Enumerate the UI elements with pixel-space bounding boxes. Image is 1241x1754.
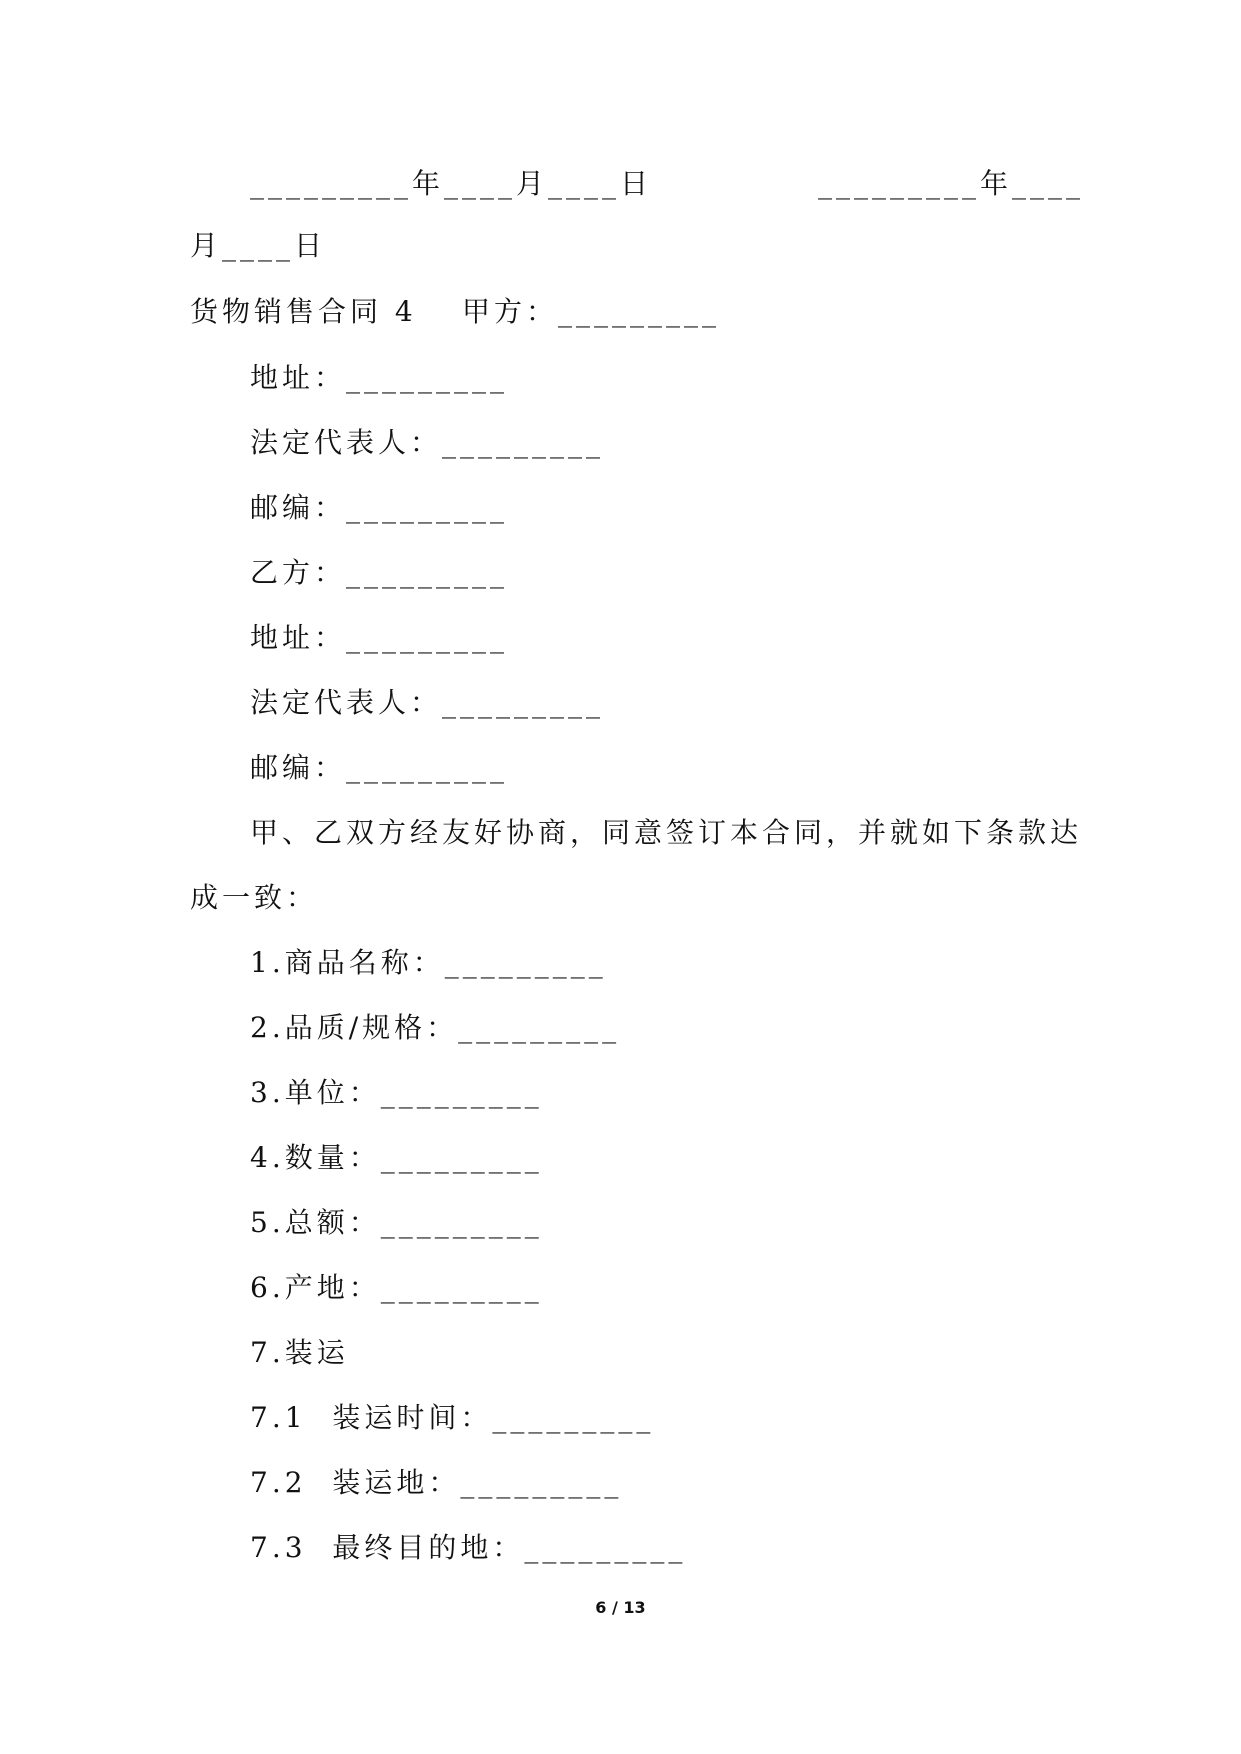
page-number: 6 / 13 xyxy=(595,1598,646,1617)
clause-item: 2.品质/规格：_________ xyxy=(250,1011,621,1044)
party-a-legal-rep: 法定代表人：_________ xyxy=(250,426,605,459)
party-a-address: 地址：_________ xyxy=(250,361,509,394)
clause-item: 7.装运 xyxy=(250,1336,349,1369)
date-line-right: _________年____ xyxy=(818,167,1085,200)
clause-item: 7.1 装运时间：_________ xyxy=(250,1401,655,1434)
date-line-left: _________年____月____日 xyxy=(250,167,653,200)
party-a-postcode: 邮编：_________ xyxy=(250,491,509,524)
clause-item: 1.商品名称：_________ xyxy=(250,946,607,979)
contract-title: 货物销售合同 4 xyxy=(190,295,417,328)
date-line-continuation: 月____日 xyxy=(190,229,327,262)
clause-item: 7.3 最终目的地：_________ xyxy=(250,1531,687,1564)
clause-item: 7.2 装运地：_________ xyxy=(250,1466,623,1499)
clause-item: 6.产地：_________ xyxy=(250,1271,543,1304)
party-b-postcode: 邮编：_________ xyxy=(250,751,509,784)
intro-line-2: 成一致： xyxy=(190,881,319,914)
clause-item: 4.数量：_________ xyxy=(250,1141,543,1174)
party-b-label: 乙方：_________ xyxy=(250,556,509,589)
party-b-legal-rep: 法定代表人：_________ xyxy=(250,686,605,719)
party-b-address: 地址：_________ xyxy=(250,621,509,654)
intro-line-1: 甲、乙双方经友好协商，同意签订本合同，并就如下条款达 xyxy=(250,816,1083,849)
clause-item: 5.总额：_________ xyxy=(250,1206,543,1239)
clause-item: 3.单位：_________ xyxy=(250,1076,543,1109)
party-a-label: 甲方：_________ xyxy=(462,295,721,328)
